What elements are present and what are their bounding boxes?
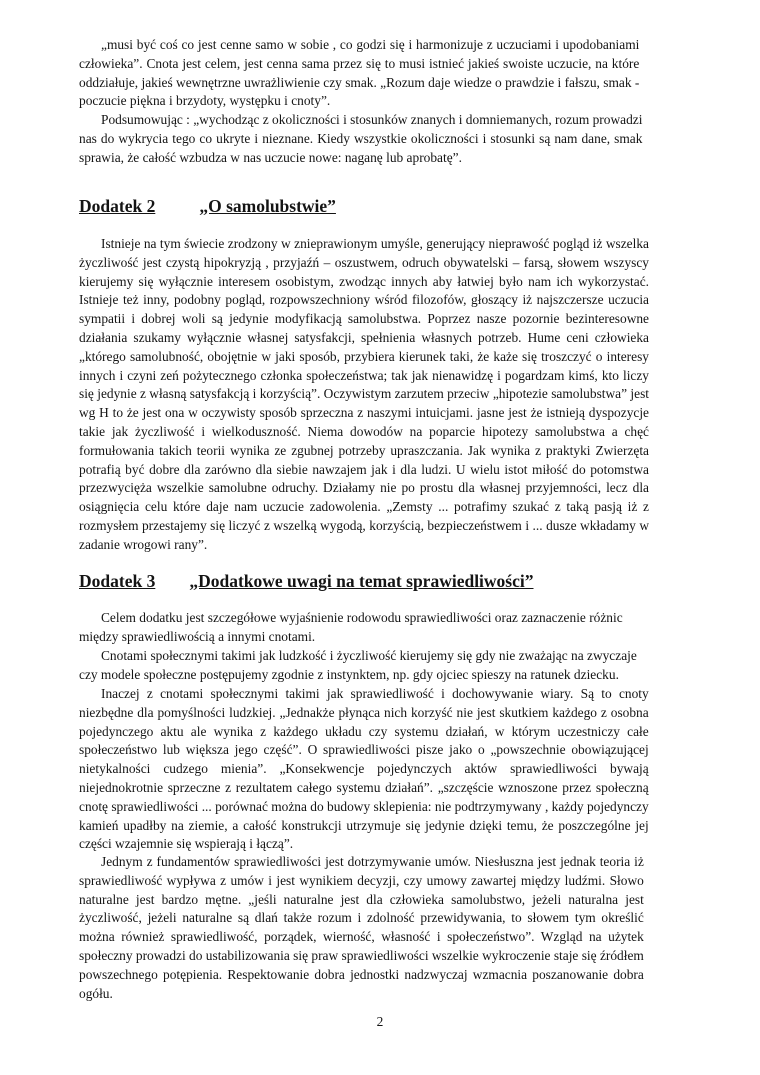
text-line: się jedynie z własną satysfakcją i korzyścią”. Oczywistym zarzutem przeciw „hipotezie samolubstwa” jest <box>79 386 649 402</box>
paragraph-purpose <box>79 609 623 647</box>
paragraph-contracts <box>79 853 644 1003</box>
text-line: można również sprawiedliwość, porządek, wierność, własność i społeczeństwo”. Wzgląd na użytek <box>79 929 644 945</box>
text-line: niezbędne dla pomyślności ludzkiej. „Jednakże płynąca nich korzyść nie jest skutkiem każdego z osobna <box>79 704 649 720</box>
paragraph-summary <box>79 111 642 167</box>
page-number: 2 <box>376 1014 384 1029</box>
heading-3-title: „Dodatkowe uwagi na temat sprawiedliwości” <box>189 571 534 591</box>
text-line: osiągnięcia celu które daje nam uczucie zadowolenia. „Zemsty ... potrafimy szukać z taką pasją iż z <box>79 499 649 515</box>
text-line: formułowania takich teorii wynika ze zgubnej potrzeby upraszczania. Jak wynika z praktyki Zwierzęta <box>79 442 649 458</box>
text-line: Jednym z fundamentów sprawiedliwości jest dotrzymywanie umów. Niesłuszna jest jednak teoria iż <box>101 854 644 869</box>
text-line: Inaczej z cnotami społecznymi takimi jak sprawiedliwość i dochowywanie wiary. Są to cnoty <box>101 686 649 701</box>
text-line: działania szukamy wyłącznie własnej satysfakcji, spełnienia własnych potrzeb. Hume ceni człowieka <box>79 329 649 345</box>
text-line: przezwycięża wszelkie samolubne odruchy. Działamy nie po prostu dla własnej przyjemności, lecz dla <box>79 480 649 496</box>
text-line: rozmysłem przestajemy się liczyć z wszelką wygodą, korzyścią, bezpieczeństwem i ... dusze wkładamy w <box>79 517 649 533</box>
text-line: społeczny prowadzi do ustabilizowania się praw sprawiedliwości wszelkie wykroczenie staje się źródłem <box>79 947 644 963</box>
heading-appendix-2 <box>79 196 336 217</box>
text-line: ogółu. <box>79 985 113 1001</box>
text-line: cnotę sprawiedliwości ... porównać można do budowy sklepienia: nie podtrzymywany , każdy pojedynczy <box>79 798 649 814</box>
paragraph-selfishness <box>79 235 649 555</box>
text-line: zadanie wrogowi rany”. <box>79 536 208 552</box>
text-line: oddziałuje, jakieś wewnętrzne uwrażliwienie czy smak. „Rozum daje wiedze o prawdzie i fałszu, smak - <box>79 74 640 90</box>
text-line: kierujemy się wyłącznie interesem osobistym, zwodząc innych aby łatwiej było nam ich wykorzystać. <box>79 273 649 289</box>
text-line: czy modele społeczne postępujemy zgodnie z instynktem, np. gdy ojciec spieszy na ratunek dziecku. <box>79 666 619 682</box>
text-line: Cnotami społecznymi takimi jak ludzkość i życzliwość kierujemy się gdy nie zważając na zwyczaje <box>101 648 637 663</box>
text-line: Celem dodatku jest szczegółowe wyjaśnienie rodowodu sprawiedliwości oraz zaznaczenie różnic <box>101 610 623 625</box>
text-line: kamień upadłby na ziemie, a całość konstrukcji utrzymuje się jedynie dzięki temu, że poszczególne jej <box>79 817 649 833</box>
text-line: nietykalności cudzego mienia”. „Konsekwencje pojedynczych aktów sprawiedliwości bywają <box>79 761 649 777</box>
text-line: sprawiedliwość wypływa z umów i jest wynikiem decyzji, czy umowy zawartej między ludźmi. Słowo <box>79 872 644 888</box>
text-line: Istnieje też inny, podobny pogląd, rozpowszechniony wśród filozofów, głoszący iż najszczersze uczucia <box>79 292 649 308</box>
heading-2-label: Dodatek 2 <box>79 196 156 216</box>
text-line: innych i czyni zeń pożytecznego członka społeczeństwa; tak jak nienawidzę i pogardzam kimś, kto liczy <box>79 367 649 383</box>
text-line: naturalne jest bardzo mętne. „jeśli naturalne jest dla człowieka samolubstwo, jeżeli naturalna jest <box>79 891 644 907</box>
text-line: społeczeństwo lub większa jego część”. O sprawiedliwości pisze jako o „powszechnie obowiązującej <box>79 742 649 758</box>
text-line: potrafią być dobre dla zarówno dla siebie nawzajem jak i dla ludzi. U wielu istot miłość do potomstwa <box>79 461 649 477</box>
heading-2-title: „O samolubstwie” <box>199 196 336 216</box>
text-line: powszechnego potępienia. Respektowanie dobra jednostki nadzwyczaj wzmacnia poszanowanie dobra <box>79 966 644 982</box>
text-line: pojedynczego aktu ale wynika z każdego układu czy systemu działań, w którym uczestniczy całe <box>79 723 649 739</box>
text-line: „którego samolubność, obojętnie w jaki sposób, przybiera kierunek taki, że każe się troszczyć o interesy <box>79 348 649 364</box>
text-line: nas do wykrycia tego co ukryte i nieznane. Kiedy wszystkie okoliczności i stosunki są nam dane, smak <box>79 130 643 146</box>
text-line: „musi być coś co jest cenne samo w sobie , co godzi się i harmonizuje z uczuciami i upodobaniami <box>101 37 640 52</box>
text-line: sympatii i dobrej woli są jedynie modyfikacją samolubstwa. Poprzez nasze pozornie bezinteresowne <box>79 311 649 327</box>
text-line: takie jak życzliwość i wielkoduszność. Niema dowodów na poparcie hipotezy samolubstwa a chęć <box>79 423 649 439</box>
heading-appendix-3 <box>79 571 534 592</box>
text-line: wg H to że jest ona w oczywisty sposób sprzeczna z naszymi intuicjami. jasne jest że istnieją dyspozycje <box>79 405 649 421</box>
text-line: między sprawiedliwością a innymi cnotami. <box>79 628 316 644</box>
text-line: człowieka”. Cnota jest celem, jest cenna sama przez się to musi istnieć jakieś swoiste uczucie, na które <box>79 55 640 71</box>
text-line: życzliwość, jeżeli naturalne są dlań także rozum i zdolność przewidywania, to słowem tym określić <box>79 910 644 926</box>
text-line: życzliwość jest czystą hipokryzją , przyjaźń – oszustwem, odruch obywatelski – farsą, słowem wszyscy <box>79 254 649 270</box>
text-line: niejednokrotnie sprzeczne z rezultatem całego systemu działań”. „szczęście wznoszone przez społeczną <box>79 779 649 795</box>
paragraph-social-virtues <box>79 647 637 685</box>
text-line: Istnieje na tym świecie zrodzony w znieprawionym umyśle, generujący nieprawość pogląd iż wszelka <box>101 236 649 251</box>
text-line: poczucie piękna i brzydoty, występku i cnoty”. <box>79 93 331 109</box>
text-line: sprawia, że całość wzbudza w nas uczucie nowe: naganę lub aprobatę”. <box>79 149 462 165</box>
text-line: Podsumowując : „wychodząc z okoliczności i stosunków znanych i domniemanych, rozum prowadzi <box>101 112 643 127</box>
paragraph-taste-quote <box>79 36 639 111</box>
text-line: części wzajemnie się wspierają i łączą”. <box>79 836 294 852</box>
heading-3-label: Dodatek 3 <box>79 571 156 591</box>
paragraph-justice-virtue <box>79 685 649 854</box>
